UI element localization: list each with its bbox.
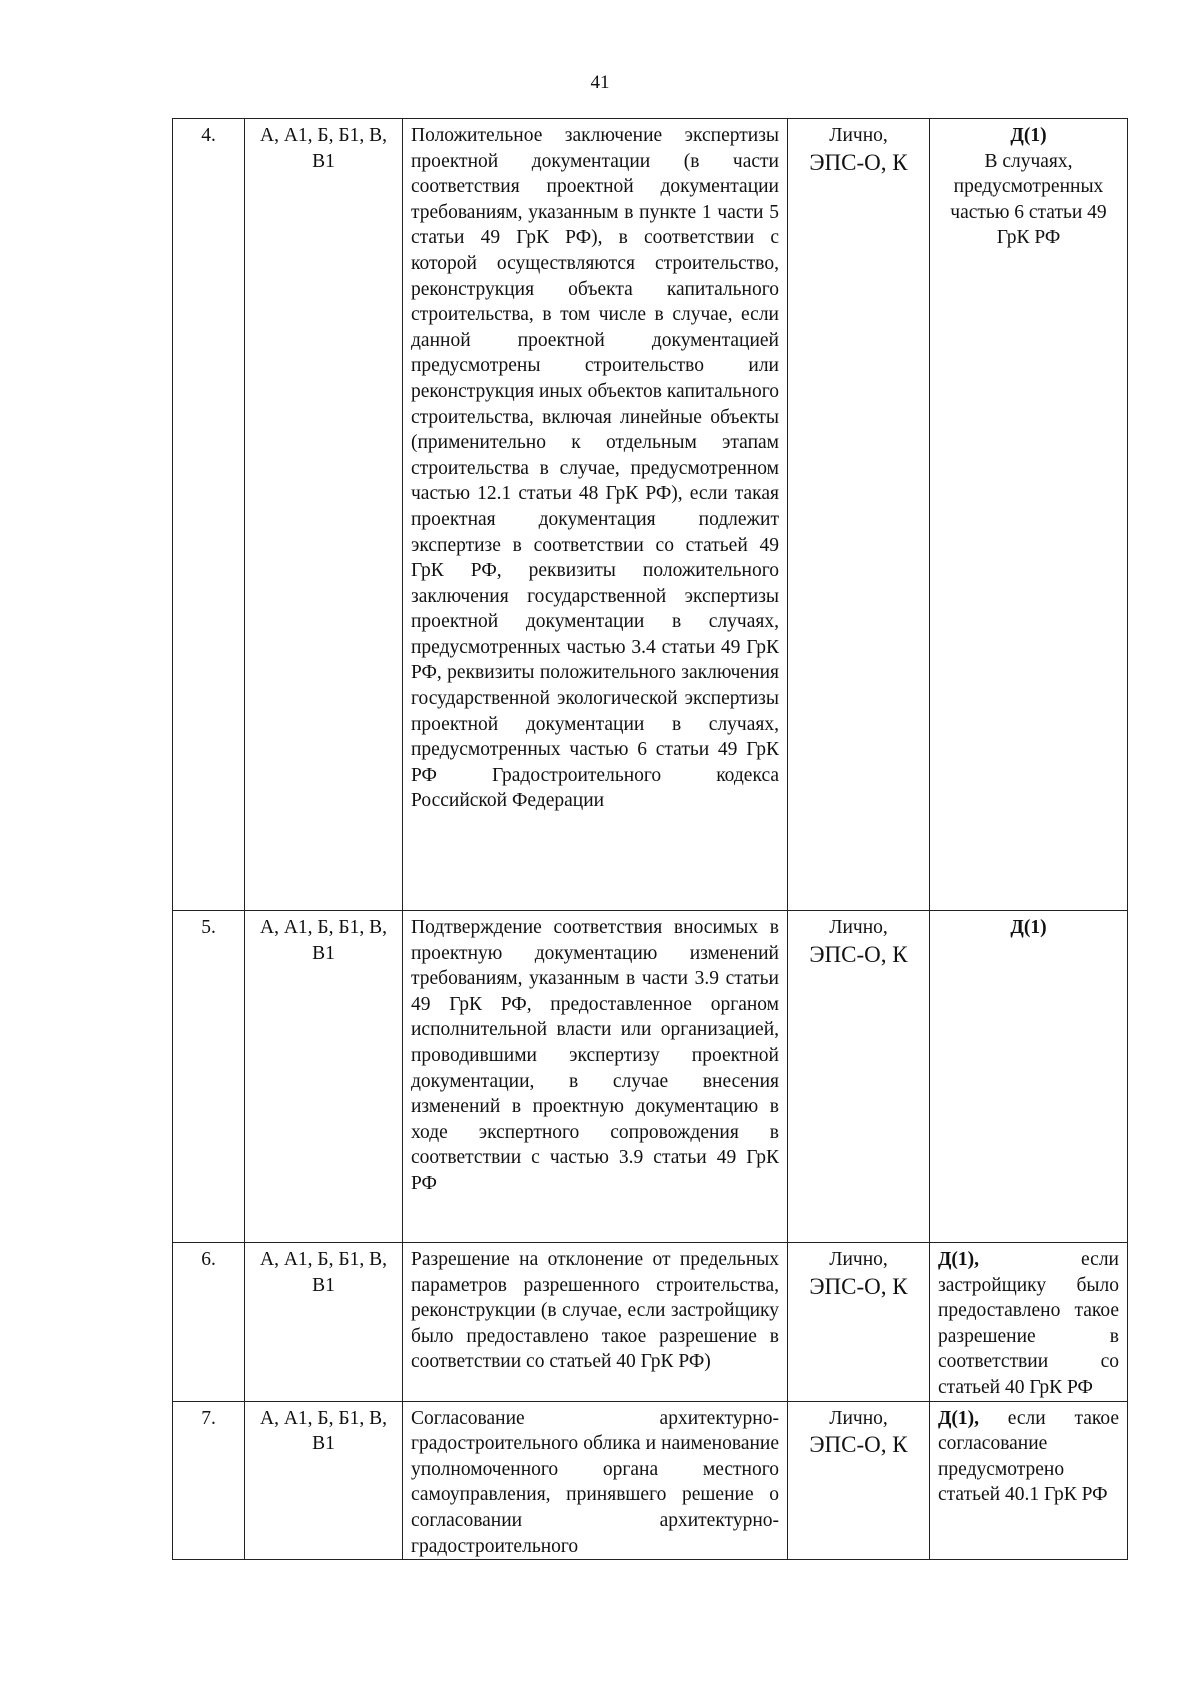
document-description: Разрешение на отклонение от предельных параметров разрешенного строительства, реконструкции (в случае, если застройщику было предоставлено такое разрешение в соответствии со статьей 40 ГрК РФ)	[403, 1243, 788, 1402]
method-in-person: Лично,	[829, 1407, 888, 1429]
documents-table	[172, 118, 1128, 1560]
requirement-cell	[930, 911, 1128, 1243]
requirement-note: если застройщику было предоставлено такое разрешение в соответствии со статьей 40 ГрК РФ	[938, 1249, 1119, 1398]
applicant-categories: А, А1, Б, Б1, В, В1	[245, 119, 403, 911]
table-row	[173, 911, 1128, 1243]
document-description: Согласование архитектурно-градостроительного облика и наименование уполномоченного органа местного самоуправления, принявшего решение о согласовании архитектурно-градостроительного	[403, 1401, 788, 1560]
requirement-cell	[930, 1243, 1128, 1402]
applicant-categories: А, А1, Б, Б1, В, В1	[245, 1243, 403, 1402]
method-channels: ЭПС-О, К	[809, 941, 908, 967]
requirement-note: если такое согласование предусмотрено статьей 40.1 ГрК РФ	[938, 1407, 1119, 1506]
method-in-person: Лично,	[829, 1249, 888, 1270]
requirement-cell	[930, 1401, 1128, 1560]
method-in-person: Лично,	[829, 125, 888, 146]
applicant-categories: А, А1, Б, Б1, В, В1	[245, 1401, 403, 1560]
applicant-categories: А, А1, Б, Б1, В, В1	[245, 911, 403, 1243]
requirement-code: Д(1)	[1010, 125, 1047, 146]
table-row	[173, 1243, 1128, 1402]
row-number: 7.	[173, 1401, 245, 1560]
table-row	[173, 119, 1128, 911]
requirement-note: В случаях, предусмотренных частью 6 статьи 49 ГрК РФ	[950, 150, 1107, 249]
requirement-code: Д(1)	[1010, 917, 1047, 938]
requirement-code: Д(1),	[938, 1249, 980, 1270]
table-row	[173, 1401, 1128, 1560]
submission-method	[788, 1243, 930, 1402]
document-description: Положительное заключение экспертизы проектной документации (в части соответствия проектной документации требованиям, указанным в пункте 1 части 5 статьи 49 ГрК РФ), в соответствии с которой осуществляются строительство, реконструкция объекта капитального строительства, в том числе в случае, если данной проектной документацией предусмотрены строительство или реконструкция иных объектов капитального строительства, включая линейные объекты (применительно к отдельным этапам строительства в случае, предусмотренном частью 12.1 статьи 48 ГрК РФ), если такая проектная документация подлежит экспертизе в соответствии со статьей 49 ГрК РФ, реквизиты положительного заключения государственной экспертизы проектной документации в случаях, предусмотренных частью 3.4 статьи 49 ГрК РФ, реквизиты положительного заключения государственной экологической экспертизы проектной документации в случаях, предусмотренных частью 6 статьи 49 ГрК РФ Градостроительного кодекса Российской Федерации	[403, 119, 788, 911]
requirement-cell	[930, 119, 1128, 911]
method-in-person: Лично,	[829, 917, 888, 938]
row-number: 4.	[173, 119, 245, 911]
submission-method	[788, 119, 930, 911]
document-description: Подтверждение соответствия вносимых в проектную документацию изменений требованиям, указанным в части 3.9 статьи 49 ГрК РФ, предоставленное органом исполнительной власти или организацией, проводившими экспертизу проектной документации, в случае внесения изменений в проектную документацию в ходе экспертного сопровождения в соответствии с частью 3.9 статьи 49 ГрК РФ	[403, 911, 788, 1243]
row-number: 6.	[173, 1243, 245, 1402]
row-number: 5.	[173, 911, 245, 1243]
method-channels: ЭПС-О, К	[809, 1432, 908, 1458]
method-channels: ЭПС-О, К	[809, 1273, 908, 1299]
method-channels: ЭПС-О, К	[809, 149, 908, 175]
page-number: 41	[590, 72, 610, 93]
submission-method	[788, 1401, 930, 1560]
submission-method	[788, 911, 930, 1243]
requirement-code: Д(1),	[938, 1407, 980, 1429]
